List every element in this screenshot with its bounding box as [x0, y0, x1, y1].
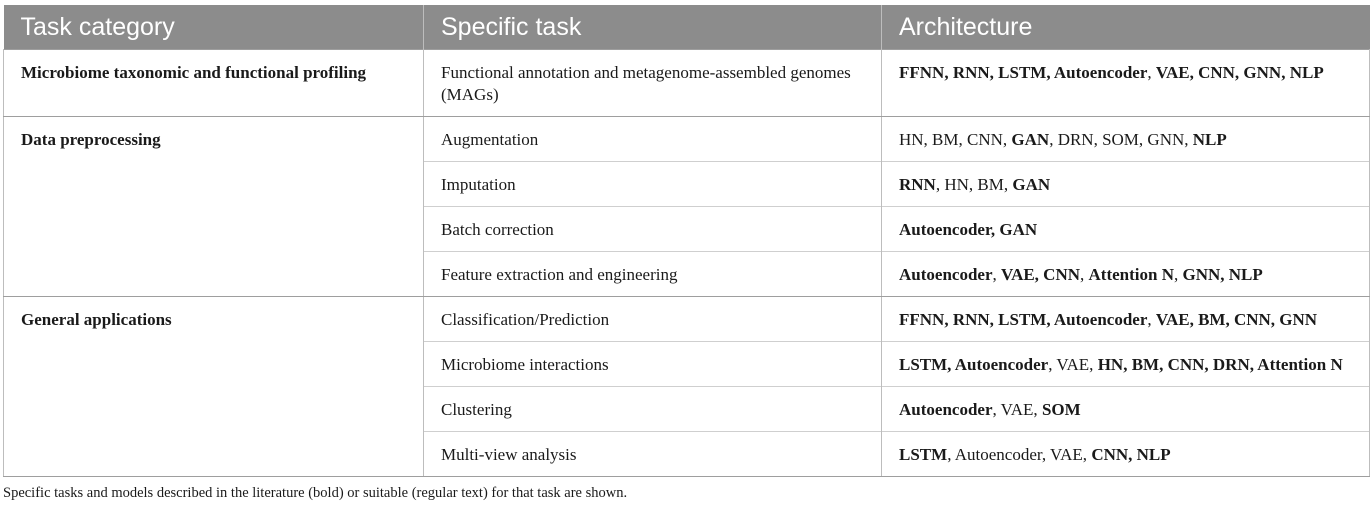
architecture-bold-segment: FFNN, RNN, LSTM, Autoencoder	[899, 63, 1148, 82]
architecture-cell	[882, 117, 1370, 162]
architecture-bold-segment: Autoencoder, GAN	[899, 220, 1038, 239]
architecture-bold-segment: GAN	[1011, 130, 1050, 149]
architecture-regular-segment: ,	[1147, 63, 1156, 82]
architecture-cell	[882, 50, 1370, 117]
architecture-bold-segment: HN, BM, CNN, DRN, Attention N	[1097, 355, 1343, 374]
task-category-cell: Microbiome taxonomic and functional profiling	[4, 50, 424, 117]
header-task-category: Task category	[4, 5, 424, 50]
specific-task-cell: Microbiome interactions	[424, 342, 882, 387]
table-footnote: Specific tasks and models described in the literature (bold) or suitable (regular text) for that task are shown.	[3, 485, 628, 501]
architecture-cell	[882, 162, 1370, 207]
table-body	[4, 50, 1370, 477]
architecture-cell	[882, 432, 1370, 477]
architecture-regular-segment: , VAE,	[1048, 355, 1098, 374]
architecture-cell	[882, 387, 1370, 432]
architecture-bold-segment: NLP	[1192, 130, 1227, 149]
architecture-bold-segment: LSTM, Autoencoder	[899, 355, 1049, 374]
architecture-regular-segment: , HN, BM,	[935, 175, 1013, 194]
architecture-bold-segment: Autoencoder	[899, 400, 993, 419]
architecture-bold-segment: GAN	[1012, 175, 1051, 194]
specific-task-cell: Batch correction	[424, 207, 882, 252]
architecture-bold-segment: FFNN, RNN, LSTM, Autoencoder	[899, 310, 1148, 329]
architecture-cell	[882, 342, 1370, 387]
architecture-bold-segment: LSTM	[899, 445, 948, 464]
architecture-table	[3, 5, 1370, 477]
architecture-regular-segment: HN, BM, CNN,	[899, 130, 1012, 149]
specific-task-cell: Multi-view analysis	[424, 432, 882, 477]
architecture-bold-segment: VAE, CNN, GNN, NLP	[1155, 63, 1324, 82]
architecture-bold-segment: VAE, CNN	[1000, 265, 1081, 284]
architecture-bold-segment: Attention N	[1088, 265, 1174, 284]
architecture-bold-segment: Autoencoder	[899, 265, 993, 284]
header-specific-task: Specific task	[424, 5, 882, 50]
architecture-bold-segment: VAE, BM, CNN, GNN	[1155, 310, 1318, 329]
architecture-regular-segment: , DRN, SOM, GNN,	[1049, 130, 1193, 149]
architecture-regular-segment: ,	[1080, 265, 1089, 284]
table-row	[4, 297, 1370, 342]
task-category-cell: General applications	[4, 297, 424, 477]
table-header-row	[4, 5, 1370, 50]
architecture-regular-segment: , Autoencoder, VAE,	[947, 445, 1092, 464]
specific-task-cell: Functional annotation and metagenome-assembled genomes (MAGs)	[424, 50, 882, 117]
architecture-bold-segment: GNN, NLP	[1182, 265, 1263, 284]
architecture-regular-segment: , VAE,	[992, 400, 1042, 419]
architecture-bold-segment: CNN, NLP	[1091, 445, 1171, 464]
architecture-cell	[882, 297, 1370, 342]
specific-task-cell: Feature extraction and engineering	[424, 252, 882, 297]
specific-task-cell: Imputation	[424, 162, 882, 207]
architecture-cell	[882, 252, 1370, 297]
header-architecture: Architecture	[882, 5, 1370, 50]
architecture-bold-segment: RNN	[899, 175, 936, 194]
specific-task-cell: Augmentation	[424, 117, 882, 162]
table-row	[4, 50, 1370, 117]
specific-task-cell: Clustering	[424, 387, 882, 432]
architecture-regular-segment: ,	[1147, 310, 1156, 329]
architecture-regular-segment: ,	[992, 265, 1001, 284]
architecture-cell	[882, 207, 1370, 252]
table-row	[4, 117, 1370, 162]
architecture-regular-segment: ,	[1174, 265, 1183, 284]
architecture-bold-segment: SOM	[1041, 400, 1081, 419]
task-category-cell: Data preprocessing	[4, 117, 424, 297]
specific-task-cell: Classification/Prediction	[424, 297, 882, 342]
